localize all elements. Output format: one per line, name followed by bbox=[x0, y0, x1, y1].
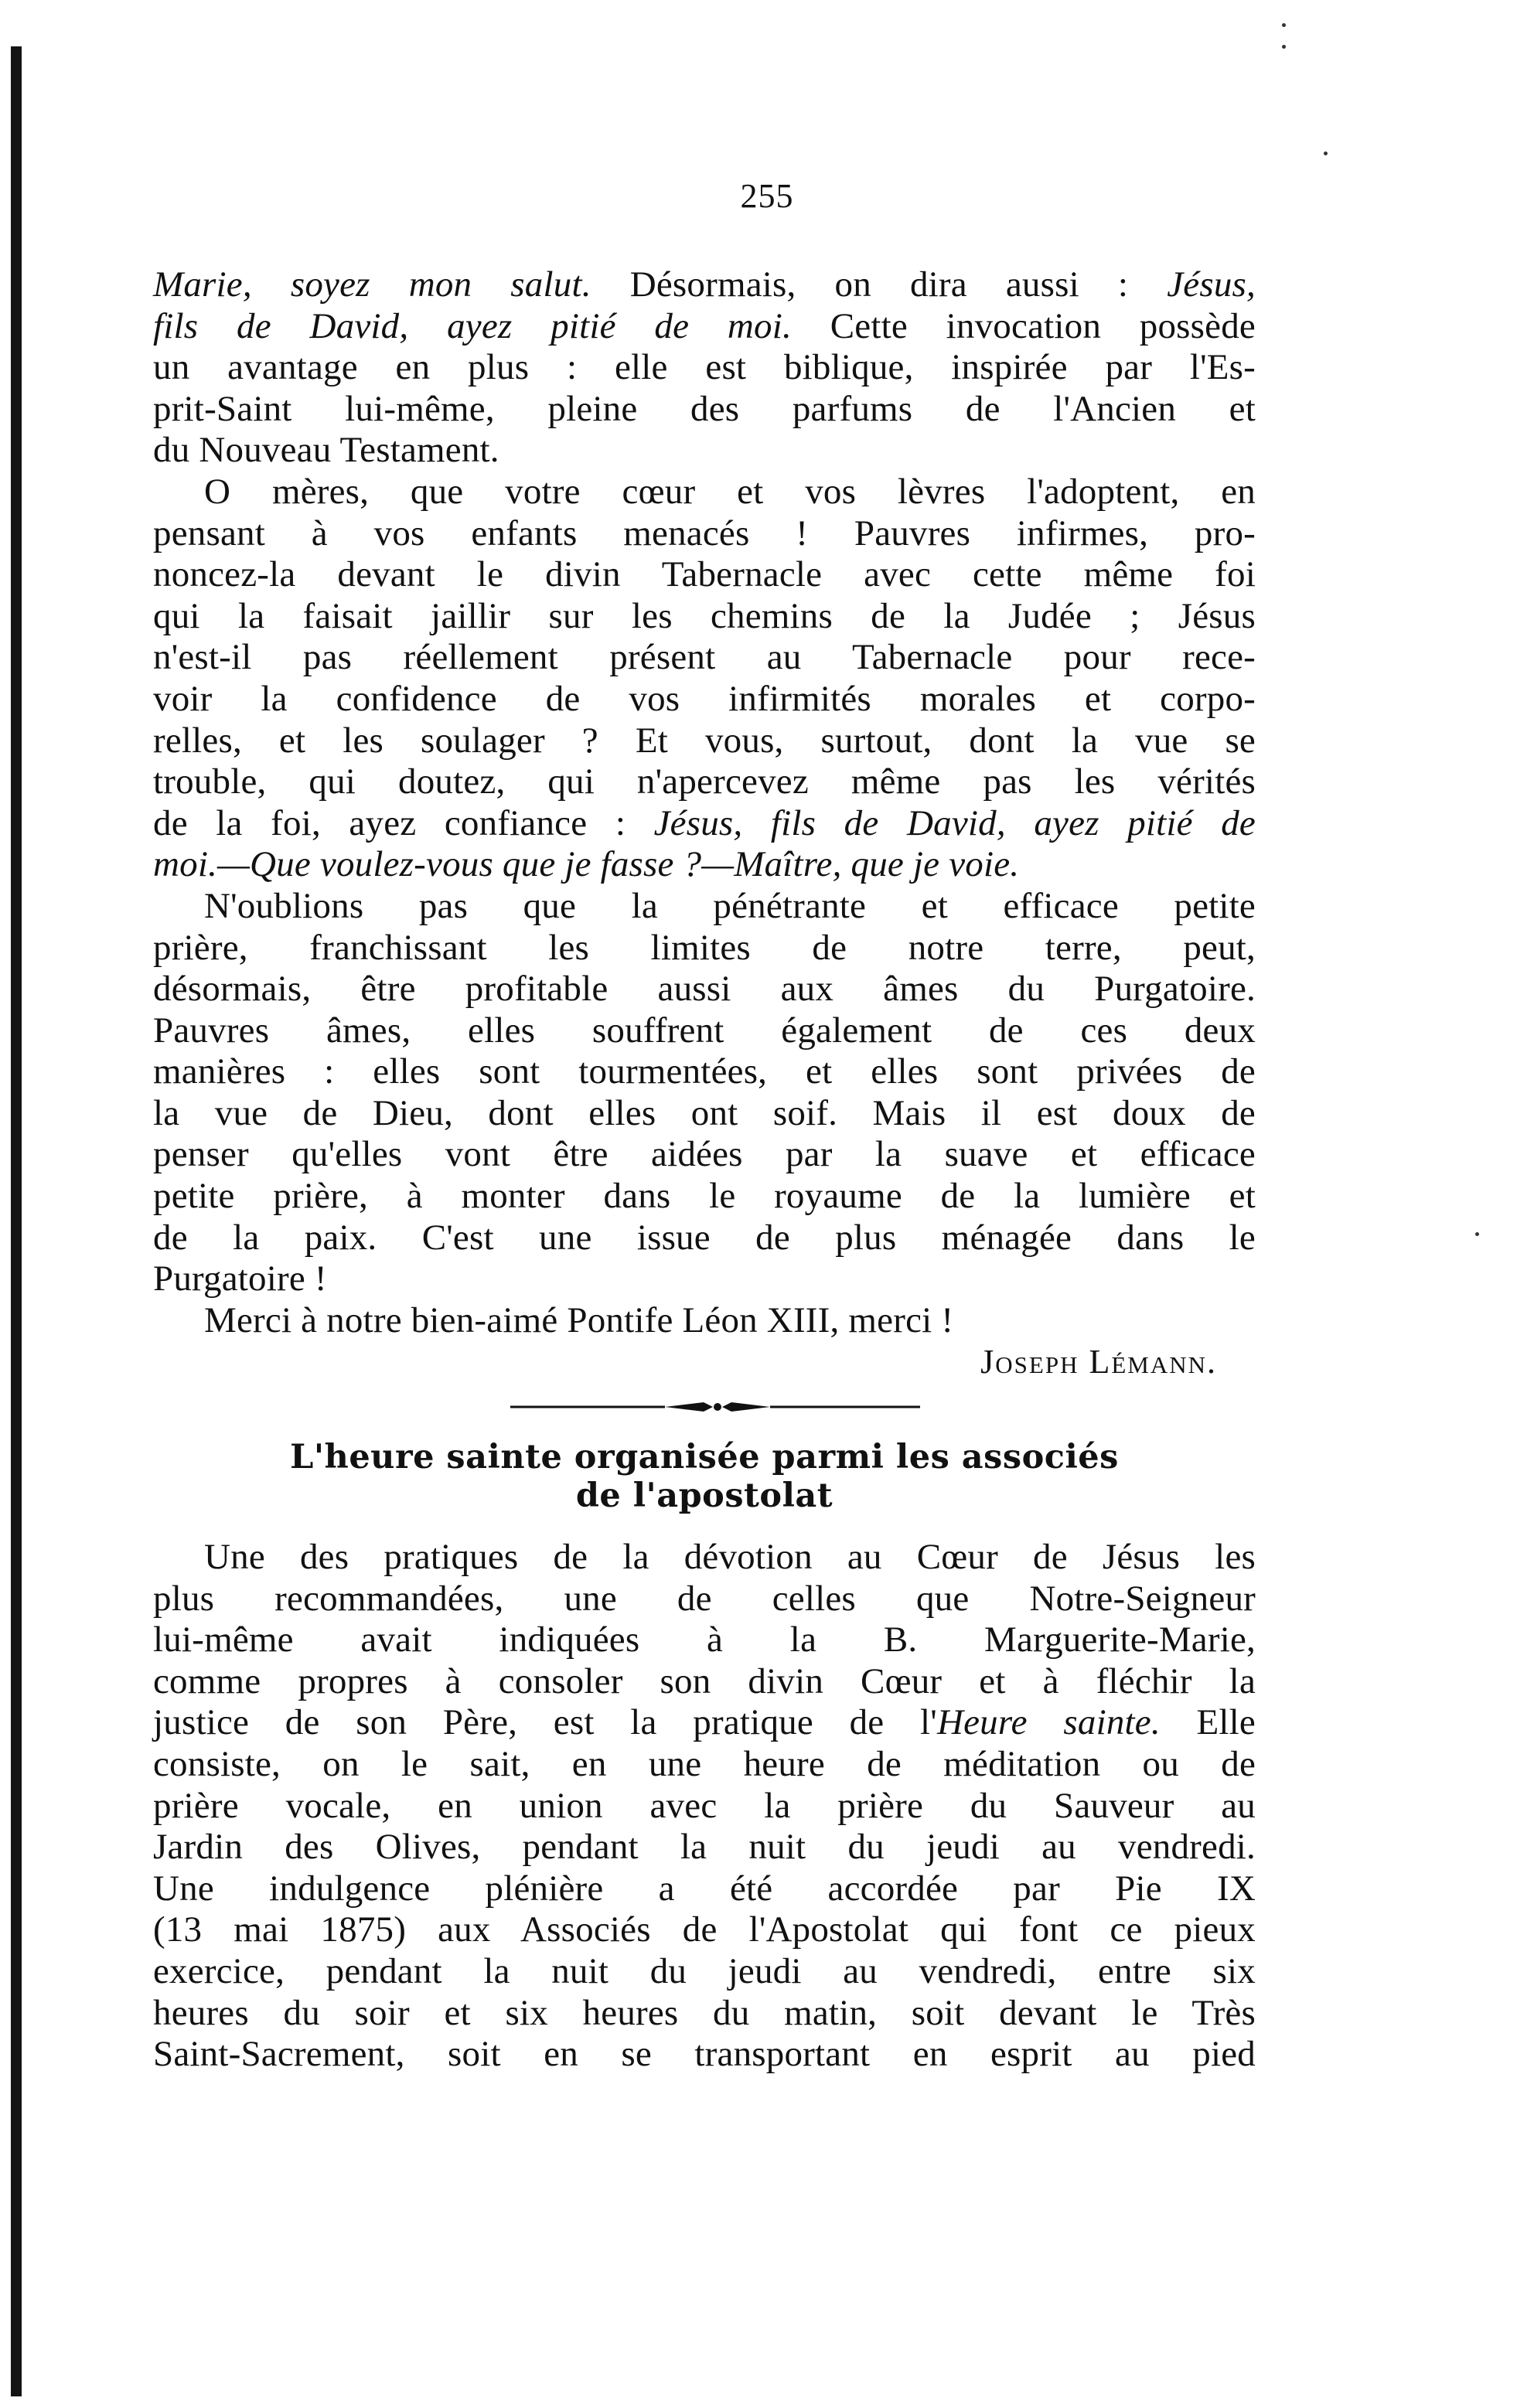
body-text: O mères, que votre cœur et vos lèvres l'adoptent, en bbox=[204, 471, 1256, 512]
text-line bbox=[153, 1579, 1256, 1620]
text-line bbox=[153, 720, 1256, 762]
text-line bbox=[153, 554, 1256, 596]
body-text: exercice, pendant la nuit du jeudi au vendredi, entre six bbox=[153, 1950, 1256, 1991]
text-line bbox=[153, 389, 1256, 431]
body-text: Saint-Sacrement, soit en se transportant en esprit au pied bbox=[153, 2034, 1256, 2075]
body-text: (13 mai 1875) aux Associés de l'Apostolat qui font ce pieux bbox=[153, 1909, 1256, 1950]
text-line bbox=[153, 761, 1256, 803]
text-line bbox=[153, 1661, 1256, 1703]
text-line bbox=[153, 1258, 1256, 1300]
text-line bbox=[153, 1537, 1256, 1579]
body-text: Elle bbox=[1160, 1702, 1256, 1743]
body-text: penser qu'elles vont être aidées par la suave et efficace bbox=[153, 1134, 1256, 1175]
text-line bbox=[153, 928, 1256, 969]
article-text-top bbox=[153, 264, 1256, 1383]
body-text: plus recommandées, une de celles que Notre-Seigneur bbox=[153, 1578, 1256, 1619]
body-text: trouble, qui doutez, qui n'apercevez même pas les vérités bbox=[153, 761, 1256, 802]
text-line bbox=[153, 1010, 1256, 1052]
author-signature: Joseph Lémann. bbox=[980, 1343, 1217, 1381]
body-text: prit-Saint lui-même, pleine des parfums de l'Ancien et bbox=[153, 388, 1256, 429]
text-line bbox=[153, 1786, 1256, 1827]
body-text: petite prière, à monter dans le royaume de la lumière et bbox=[153, 1176, 1256, 1217]
scan-speck bbox=[1282, 23, 1286, 27]
body-text: pensant à vos enfants menacés ! Pauvres infirmes, pro- bbox=[153, 513, 1256, 553]
scan-speck bbox=[1324, 152, 1328, 155]
text-line bbox=[153, 1134, 1256, 1176]
body-text: la vue de Dieu, dont elles ont soif. Mais il est doux de bbox=[153, 1092, 1256, 1133]
body-text: prière vocale, en union avec la prière du Sauveur au bbox=[153, 1785, 1256, 1826]
body-text: justice de son Père, est la pratique de l' bbox=[153, 1702, 937, 1743]
body-text: Une des pratiques de la dévotion au Cœur de Jésus les bbox=[204, 1537, 1256, 1577]
page-edge-rule bbox=[11, 46, 22, 2396]
text-line bbox=[153, 430, 1256, 472]
body-text: voir la confidence de vos infirmités morales et corpo- bbox=[153, 678, 1256, 719]
text-line bbox=[153, 2034, 1256, 2076]
body-text: du Nouveau Testament. bbox=[153, 430, 499, 471]
body-text: qui la faisait jaillir sur les chemins de la Judée ; Jésus bbox=[153, 595, 1256, 636]
body-text: Pauvres âmes, elles souffrent également de ces deux bbox=[153, 1010, 1256, 1051]
body-text: désormais, être profitable aussi aux âmes du Purgatoire. bbox=[153, 969, 1256, 1010]
text-line bbox=[153, 637, 1256, 679]
text-line bbox=[153, 1093, 1256, 1135]
text-line bbox=[153, 1300, 1256, 1342]
text-line bbox=[153, 1620, 1256, 1661]
body-text: consiste, on le sait, en une heure de méditation ou de bbox=[153, 1743, 1256, 1784]
section-heading-line: de l'apostolat bbox=[575, 1476, 833, 1515]
text-line bbox=[153, 1993, 1256, 2035]
text-line bbox=[153, 306, 1256, 348]
text-line bbox=[153, 596, 1256, 638]
text-line bbox=[153, 969, 1256, 1010]
section-heading-line: L'heure sainte organisée parmi les associés bbox=[290, 1438, 1119, 1476]
text-line bbox=[153, 1218, 1256, 1259]
text-line bbox=[153, 513, 1256, 555]
body-text: Désormais, on dira aussi : bbox=[591, 264, 1168, 305]
body-text: prière, franchissant les limites de notre terre, peut, bbox=[153, 927, 1256, 968]
body-text: Une indulgence plénière a été accordée par Pie IX bbox=[153, 1868, 1256, 1909]
body-text: n'est-il pas réellement présent au Tabernacle pour rece- bbox=[153, 637, 1256, 678]
body-text: relles, et les soulager ? Et vous, surtout, dont la vue se bbox=[153, 720, 1256, 761]
italic-text: Heure sainte. bbox=[936, 1702, 1161, 1743]
text-line bbox=[153, 1702, 1256, 1744]
text-line bbox=[153, 1951, 1256, 1993]
text-line bbox=[153, 844, 1256, 886]
body-text: Purgatoire ! bbox=[153, 1258, 327, 1299]
article-text-bottom bbox=[153, 1537, 1256, 2076]
body-text: de la foi, ayez confiance : bbox=[153, 802, 654, 843]
text-line bbox=[153, 679, 1256, 720]
text-line bbox=[153, 886, 1256, 928]
italic-text: moi.—Que voulez-vous que je fasse ?—Maître, que je voie. bbox=[153, 844, 1020, 885]
italic-text: Jésus, fils de David, ayez pitié de bbox=[653, 802, 1256, 843]
section-divider-ornament bbox=[510, 1398, 920, 1416]
body-text: heures du soir et six heures du matin, soit devant le Très bbox=[153, 1992, 1256, 2033]
italic-text: Marie, soyez mon salut. bbox=[153, 264, 591, 305]
body-text: Jardin des Olives, pendant la nuit du jeudi au vendredi. bbox=[153, 1827, 1256, 1868]
text-line bbox=[153, 347, 1256, 389]
body-text: de la paix. C'est une issue de plus ménagée dans le bbox=[153, 1217, 1256, 1258]
italic-text: Jésus, bbox=[1167, 264, 1256, 305]
page-number: 255 bbox=[740, 177, 794, 215]
text-line bbox=[153, 1909, 1256, 1951]
text-line bbox=[153, 1868, 1256, 1910]
body-text: manières : elles sont tourmentées, et elles sont privées de bbox=[153, 1051, 1256, 1092]
text-line bbox=[153, 1176, 1256, 1218]
body-text: Cette invocation possède bbox=[791, 305, 1256, 346]
text-line bbox=[153, 1744, 1256, 1786]
scan-speck bbox=[1282, 45, 1286, 49]
body-text: comme propres à consoler son divin Cœur et à fléchir la bbox=[153, 1660, 1256, 1701]
body-text: Merci à notre bien-aimé Pontife Léon XIII, merci ! bbox=[204, 1299, 954, 1340]
scan-speck bbox=[1475, 1232, 1479, 1236]
text-line bbox=[153, 264, 1256, 306]
body-text: noncez-la devant le divin Tabernacle avec cette même foi bbox=[153, 554, 1256, 595]
body-text: lui-même avait indiquées à la B. Marguerite-Marie, bbox=[153, 1620, 1256, 1660]
body-text: N'oublions pas que la pénétrante et efficace petite bbox=[204, 885, 1256, 926]
body-text: un avantage en plus : elle est biblique, inspirée par l'Es- bbox=[153, 347, 1256, 388]
section-heading bbox=[153, 1438, 1256, 1515]
text-line bbox=[153, 1827, 1256, 1868]
italic-text: fils de David, ayez pitié de moi. bbox=[153, 305, 792, 346]
text-line bbox=[153, 803, 1256, 845]
text-line bbox=[153, 1051, 1256, 1093]
text-line bbox=[153, 472, 1256, 513]
